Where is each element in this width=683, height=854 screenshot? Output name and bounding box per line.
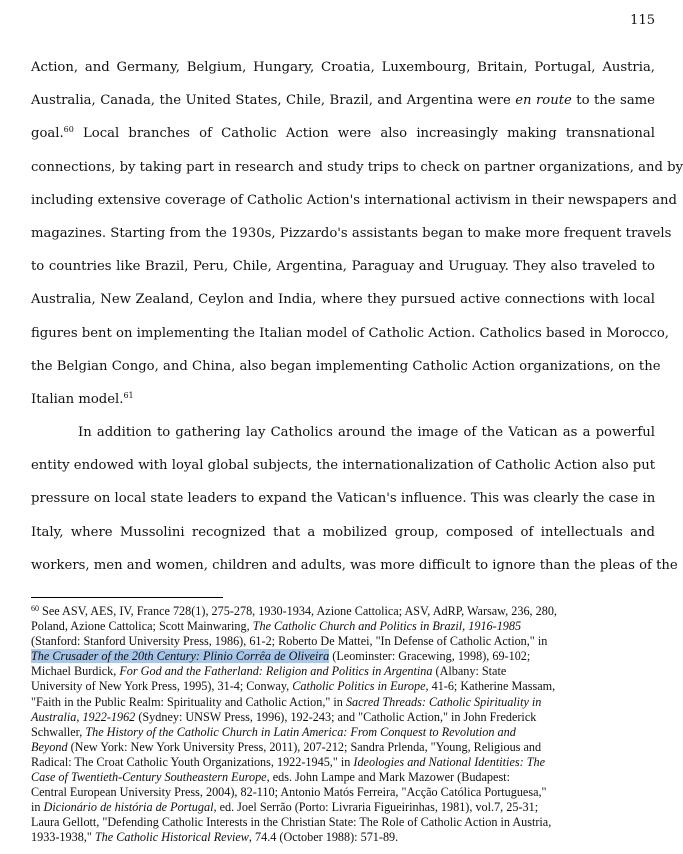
body-line: In addition to gathering lay Catholics around the image of the Vatican as a powerful bbox=[78, 425, 655, 441]
body-text bbox=[31, 57, 683, 588]
body-line: to countries like Brazil, Peru, Chile, Argentina, Paraguay and Uruguay. They also traveled to bbox=[31, 259, 655, 275]
footnote-line: in Dicionário de história de Portugal, ed. Joel Serrão (Porto: Livraria Figueirinhas, 1981), vol.7, 25-31; bbox=[31, 800, 539, 815]
footnote-line: The Crusader of the 20th Century: Plinio Corrêa de Oliveira (Leominster: Gracewing, 1998), 69-102; bbox=[31, 649, 531, 664]
footnote-ref-61: 61 bbox=[123, 390, 134, 400]
footnote-ref-60: 60 bbox=[63, 125, 74, 135]
body-line: Italy, where Mussolini recognized that a mobilized group, composed of intellectuals and bbox=[31, 524, 655, 540]
footnote-line: Laura Gellott, "Defending Catholic Interests in the Christian State: The Role of Catholic Action in Austria, bbox=[31, 815, 552, 830]
body-line: Italian model.$^{61}$ bbox=[31, 390, 134, 407]
highlighted-selection[interactable]: The Crusader of the 20th Century: Plinio Corrêa de Oliveira bbox=[31, 649, 330, 664]
footnote-line: (Stanford: Stanford University Press, 1986), 61-2; Roberto De Mattei, "In Defense of Catholic Action," in bbox=[31, 634, 548, 649]
italic-term: en route bbox=[515, 93, 572, 109]
body-line: workers, men and women, children and adults, was more difficult to ignore than the pleas of the bbox=[31, 557, 678, 573]
footnote-line: Poland, Azione Cattolica; Scott Mainwaring, The Catholic Church and Politics in Brazil, 1916-1985 bbox=[31, 619, 522, 634]
footnote-separator bbox=[31, 597, 223, 598]
page-number: 115 bbox=[630, 13, 655, 28]
footnote-line: 1933-1938," The Catholic Historical Review, 74.4 (October 1988): 571-89. bbox=[31, 830, 399, 845]
footnote-line: $^{60}$ See ASV, AES, IV, France 728(1), 275-278, 1930-1934, Azione Cattolica; ASV, AdRP, Warsaw, 236, 280, bbox=[31, 604, 557, 618]
body-line: figures bent on implementing the Italian model of Catholic Action. Catholics based in Morocco, bbox=[31, 325, 669, 341]
footnote-line: Beyond (New York: New York University Press, 2011), 207-212; Sandra Prlenda, "Young, Religious and bbox=[31, 739, 542, 754]
footnote-line: "Faith in the Public Realm: Spirituality and Catholic Action," in Sacred Threads: Catholic Spirituality in bbox=[31, 694, 542, 709]
body-line: including extensive coverage of Catholic Action's international activism in their newspapers and bbox=[31, 192, 677, 208]
body-line: entity endowed with loyal global subjects, the internationalization of Catholic Action also put bbox=[31, 458, 655, 474]
footnote-number: 60 bbox=[31, 604, 39, 613]
body-line: Australia, New Zealand, Ceylon and India, where they pursued active connections with local bbox=[31, 292, 655, 308]
footnote-line: Schwaller, The History of the Catholic Church in Latin America: From Conquest to Revolution and bbox=[31, 724, 516, 739]
footnote-line: Central European University Press, 2004), 82-110; Antonio Matós Ferreira, "Acção Católica Portuguesa," bbox=[31, 785, 547, 800]
body-line: the Belgian Congo, and China, also began implementing Catholic Action organizations, on the bbox=[31, 358, 661, 374]
footnote-line: Radical: The Croat Catholic Youth Organizations, 1922-1945," in Ideologies and National Identities: The bbox=[31, 754, 545, 769]
footnote-line: Case of Twentieth-Century Southeastern Europe, eds. John Lampe and Mark Mazower (Budapest: bbox=[31, 770, 510, 785]
body-line: connections, by taking part in research and study trips to check on partner organizations, and by bbox=[31, 159, 683, 175]
body-line: goal.$^{60}$ Local branches of Catholic Action were also increasingly making transnational bbox=[31, 125, 655, 142]
body-line: magazines. Starting from the 1930s, Pizzardo's assistants began to make more frequent travels bbox=[31, 225, 672, 241]
body-line: Australia, Canada, the United States, Chile, Brazil, and Argentina were en route to the same bbox=[31, 93, 655, 109]
footnote-line: Australia, 1922-1962 (Sydney: UNSW Press, 1996), 192-243; and "Catholic Action," in John Frederick bbox=[31, 709, 537, 724]
footnote-line: University of New York Press, 1995), 31-4; Conway, Catholic Politics in Europe, 41-6; Katherine Massam, bbox=[31, 679, 556, 694]
footnote-60 bbox=[31, 604, 661, 846]
body-line: Action, and Germany, Belgium, Hungary, Croatia, Luxembourg, Britain, Portugal, Austria, bbox=[31, 60, 655, 75]
body-line: pressure on local state leaders to expand the Vatican's influence. This was clearly the case in bbox=[31, 491, 656, 507]
footnote-line: Michael Burdick, For God and the Fatherland: Religion and Politics in Argentina (Albany: State bbox=[31, 664, 507, 679]
